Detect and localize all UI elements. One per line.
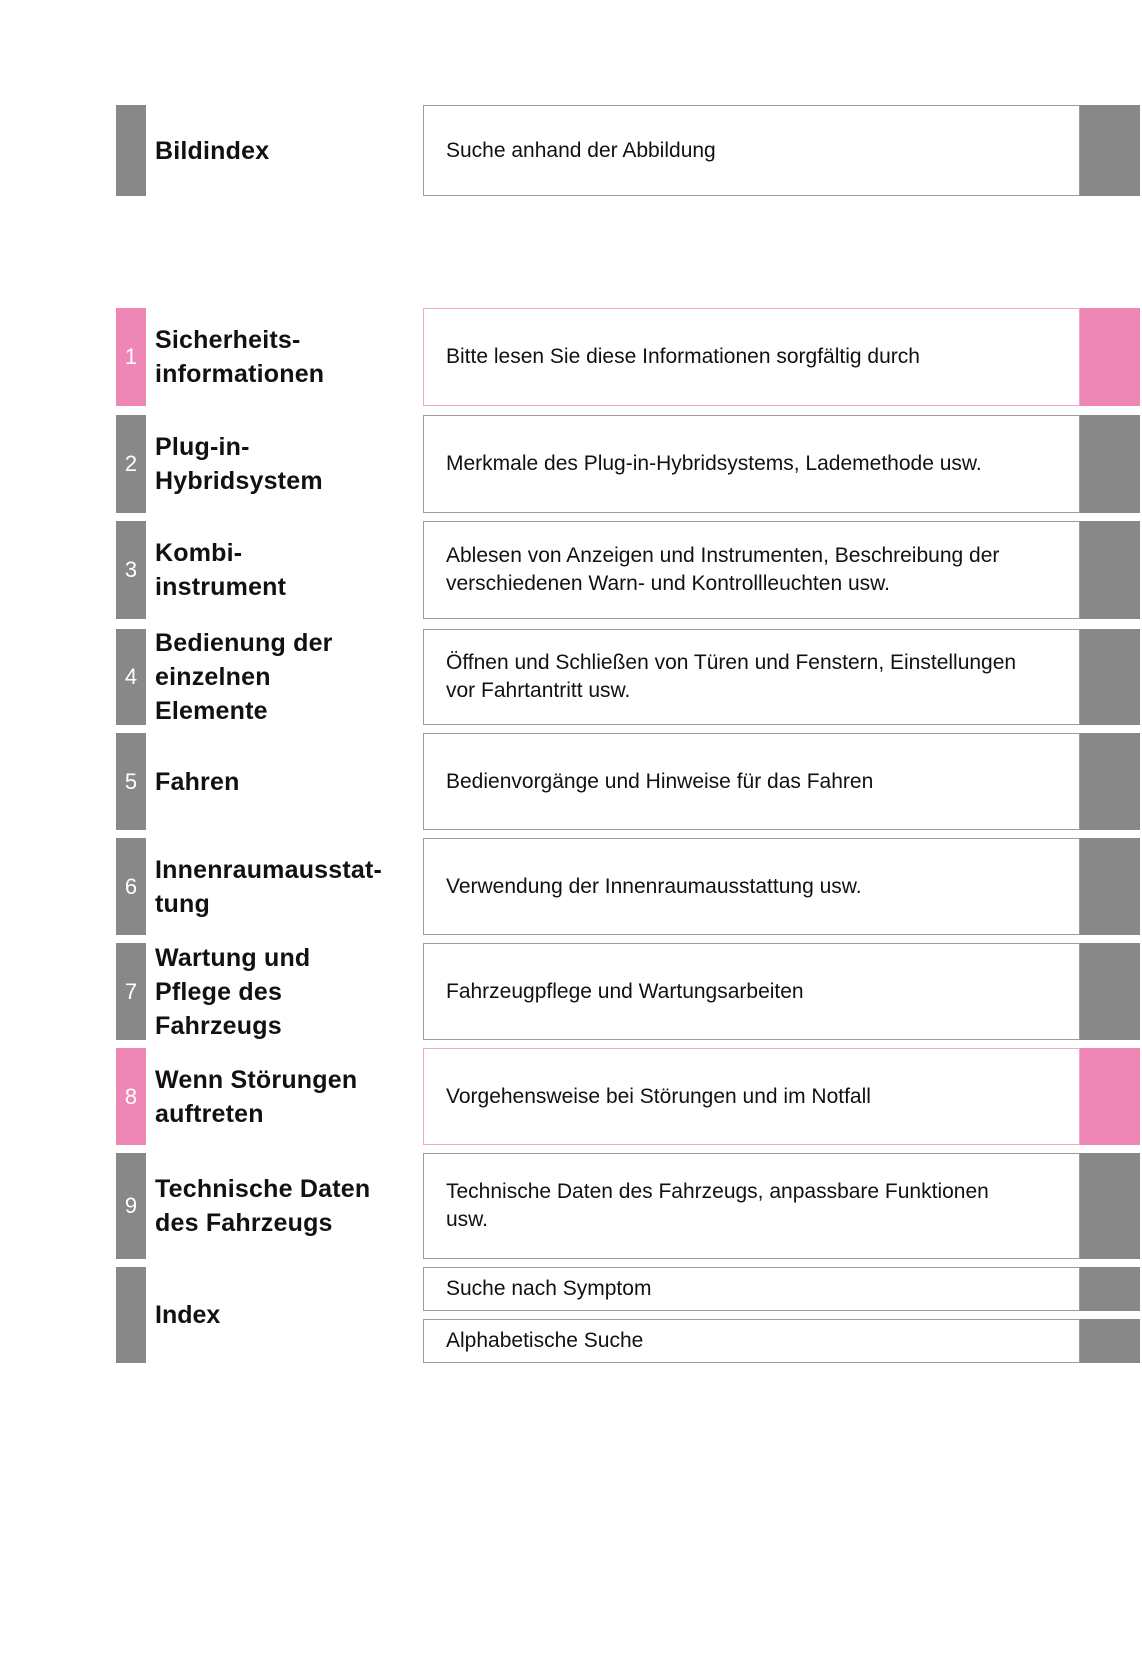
section-row-5	[0, 733, 1142, 830]
chapter-desc-box	[423, 1048, 1080, 1145]
chapter-title	[155, 430, 420, 498]
chapter-tab-right	[1080, 308, 1140, 406]
chapter-title	[155, 536, 420, 604]
chapter-desc-line: Vorgehensweise bei Störungen und im Notfall	[446, 1084, 871, 1108]
chapter-tab-right	[1080, 733, 1140, 830]
chapter-title-line: Wenn Störungen	[155, 1065, 358, 1094]
chapter-tab-right	[1080, 415, 1140, 513]
chapter-desc-line: Bedienvorgänge und Hinweise für das Fahren	[446, 769, 874, 793]
chapter-title-line: Hybridsystem	[155, 467, 323, 495]
chapter-tab-left	[116, 1153, 146, 1259]
chapter-title	[155, 853, 420, 921]
chapter-desc-line: Merkmale des Plug-in-Hybridsystems, Lademethode usw.	[446, 452, 982, 475]
chapter-tab-right	[1080, 629, 1140, 725]
chapter-desc-box	[423, 838, 1080, 935]
section-row-3	[0, 521, 1142, 619]
index-title: Index	[155, 1301, 221, 1329]
chapter-number: 4	[124, 664, 138, 689]
chapter-desc-box	[423, 521, 1080, 619]
chapter-number: 2	[124, 451, 138, 476]
chapter-title-line: Sicherheits-	[155, 326, 301, 354]
chapter-title-line: instrument	[155, 573, 287, 601]
chapter-tab-left	[116, 415, 146, 513]
section-row-1	[0, 308, 1142, 406]
chapter-desc-line: Ablesen von Anzeigen und Instrumenten, Beschreibung der	[446, 544, 1000, 567]
chapter-desc-box	[423, 733, 1080, 830]
chapter-tab-left	[116, 733, 146, 830]
chapter-title	[155, 134, 420, 168]
chapter-number: 7	[124, 978, 138, 1004]
chapter-desc-line: verschiedenen Warn- und Kontrollleuchten usw.	[446, 572, 890, 595]
chapter-desc-box	[423, 308, 1080, 406]
chapter-tab-right	[1080, 838, 1140, 935]
chapter-tab-right	[1080, 521, 1140, 619]
chapter-desc-line: Öffnen und Schließen von Türen und Fenstern, Einstellungen	[446, 651, 1017, 674]
chapter-tab-left	[116, 1267, 146, 1363]
chapter-tab-left	[116, 1048, 146, 1145]
chapter-desc-line: usw.	[446, 1208, 489, 1231]
chapter-title-line: Technische Daten	[155, 1175, 371, 1203]
section-row-index	[0, 1267, 1142, 1363]
chapter-title-line: Pflege des	[155, 977, 283, 1006]
chapter-title	[155, 765, 420, 799]
section-row-4	[0, 629, 1142, 725]
chapter-desc-line: Suche anhand der Abbildung	[446, 138, 716, 162]
chapter-title-line: informationen	[155, 360, 325, 388]
index-item-box	[423, 1267, 1080, 1311]
chapter-tab-right	[1080, 1153, 1140, 1259]
section-row-8	[0, 1048, 1142, 1145]
chapter-tab-right	[1080, 1048, 1140, 1145]
chapter-number: 6	[124, 873, 138, 899]
chapter-tab-right	[1080, 105, 1140, 196]
index-item-tab-right	[1080, 1267, 1140, 1311]
chapter-title-line: Bildindex	[155, 136, 270, 165]
index-item-box	[423, 1319, 1080, 1363]
chapter-desc-box	[423, 105, 1080, 196]
chapter-title-line: Elemente	[155, 697, 268, 725]
chapter-desc-box	[423, 943, 1080, 1040]
section-row-6	[0, 838, 1142, 935]
chapter-desc-box	[423, 629, 1080, 725]
chapter-title-line: Kombi-	[155, 539, 243, 567]
chapter-tab-left	[116, 838, 146, 935]
index-item-tab-right	[1080, 1319, 1140, 1363]
chapter-tab-right	[1080, 943, 1140, 1040]
index-item-label: Alphabetische Suche	[446, 1329, 644, 1352]
chapter-title	[155, 1172, 420, 1240]
chapter-tab-left	[116, 105, 146, 196]
chapter-desc-line: Fahrzeugpflege und Wartungsarbeiten	[446, 979, 804, 1003]
section-row-2	[0, 415, 1142, 513]
chapter-desc-line: Verwendung der Innenraumausstattung usw.	[446, 874, 862, 898]
section-row-9	[0, 1153, 1142, 1259]
chapter-tab-left	[116, 308, 146, 406]
chapter-desc-line: Technische Daten des Fahrzeugs, anpassbare Funktionen	[446, 1180, 989, 1203]
index-item-label: Suche nach Symptom	[446, 1277, 652, 1300]
chapter-title	[155, 626, 420, 728]
chapter-title-line: Innenraumausstat-	[155, 855, 383, 884]
chapter-title-line: einzelnen	[155, 663, 271, 691]
chapter-title-line: Fahren	[155, 767, 240, 796]
chapter-desc-box	[423, 1153, 1080, 1259]
chapter-title-line: tung	[155, 889, 210, 918]
chapter-desc-line: vor Fahrtantritt usw.	[446, 679, 631, 702]
chapter-tab-left	[116, 521, 146, 619]
chapter-title	[155, 1063, 420, 1131]
chapter-title	[155, 323, 420, 391]
chapter-number: 9	[124, 1193, 138, 1218]
chapter-desc-box	[423, 415, 1080, 513]
chapter-number: 1	[124, 344, 138, 369]
chapter-tab-left	[116, 629, 146, 725]
chapter-tab-left	[116, 943, 146, 1040]
chapter-title-line: Wartung und	[155, 943, 311, 972]
section-row-bildindex	[0, 105, 1142, 196]
chapter-desc-line: Bitte lesen Sie diese Informationen sorgfältig durch	[446, 345, 920, 368]
chapter-title-line: auftreten	[155, 1099, 264, 1128]
chapter-number: 3	[124, 557, 138, 582]
chapter-title-line: des Fahrzeugs	[155, 1209, 333, 1237]
chapter-title-line: Fahrzeugs	[155, 1011, 282, 1040]
chapter-number: 8	[124, 1083, 138, 1109]
chapter-number: 5	[124, 768, 138, 794]
chapter-title-line: Plug-in-	[155, 433, 250, 461]
chapter-title-line: Bedienung der	[155, 629, 333, 657]
chapter-title	[155, 941, 420, 1043]
section-row-7	[0, 943, 1142, 1040]
